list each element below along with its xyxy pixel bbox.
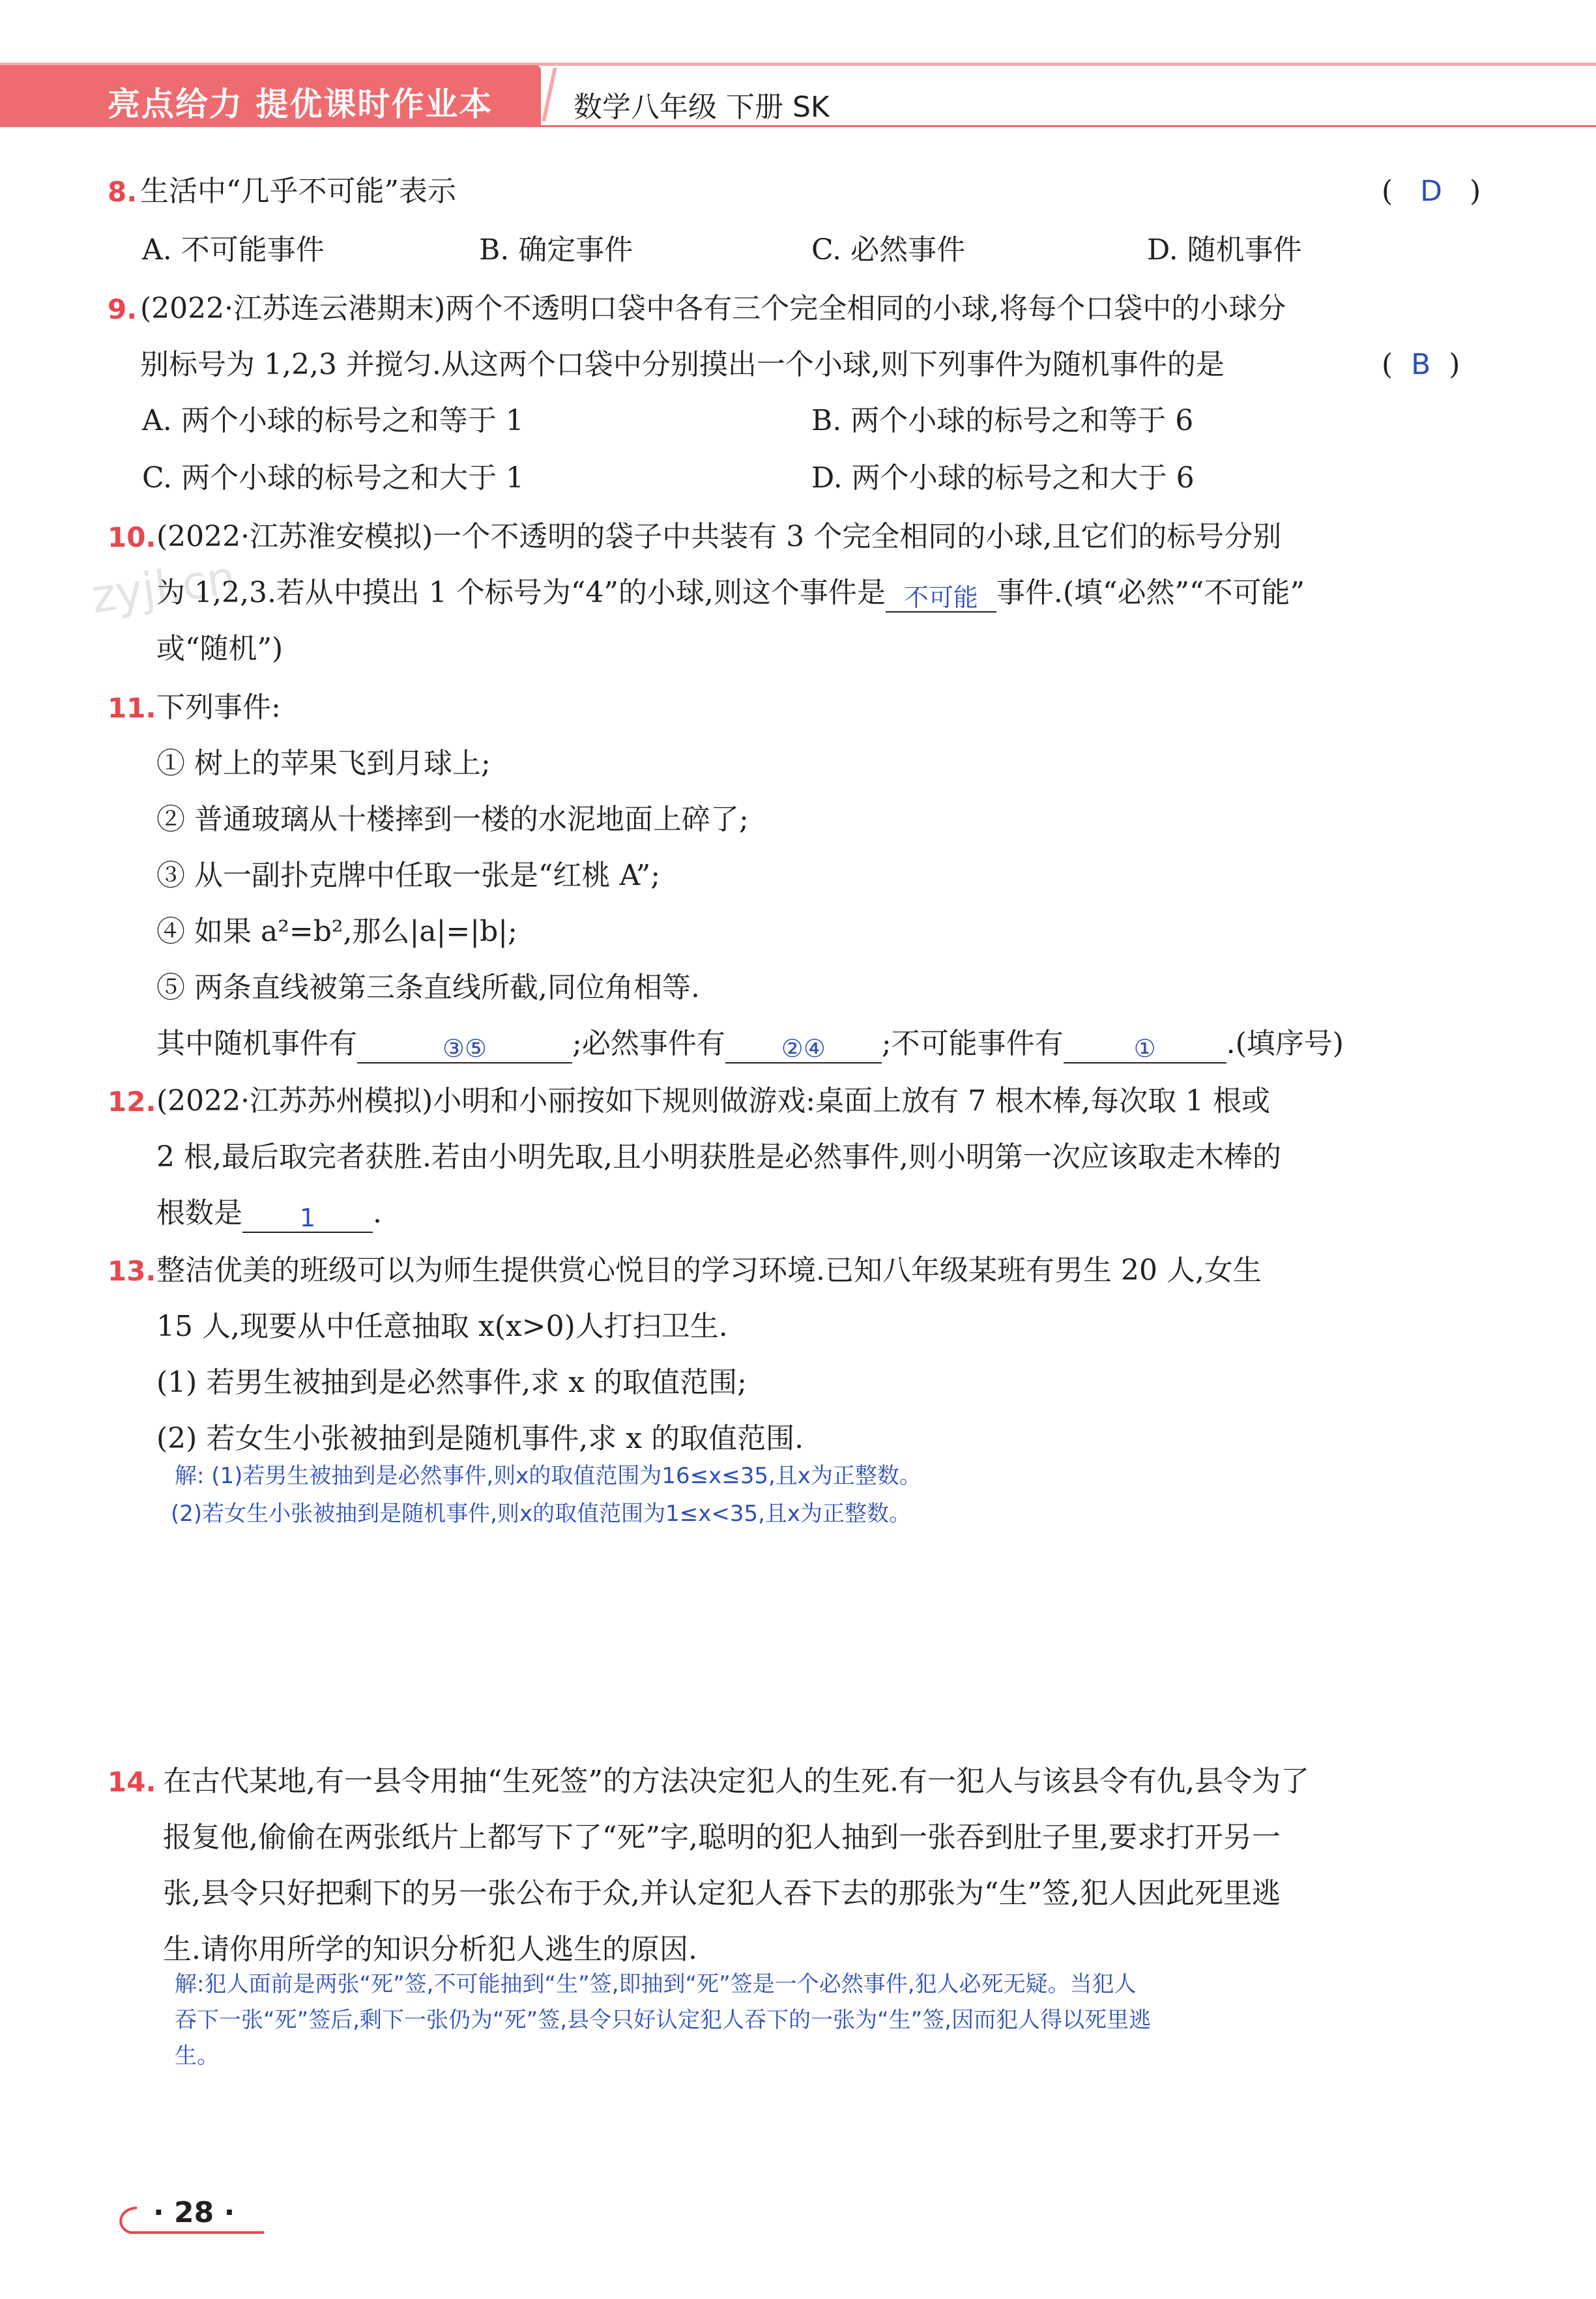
sub-question-1: (1) 若男生被抽到是必然事件,求 x 的取值范围; (156, 1366, 747, 1399)
list-item: ② 普通玻璃从十楼摔到一楼的水泥地面上碎了; (156, 803, 749, 836)
option-d: D. 随机事件 (1147, 233, 1302, 267)
question-stem-line-3 (156, 1194, 382, 1233)
answer-blank-random (357, 1028, 572, 1063)
page-header (0, 0, 1596, 130)
question-number: 9. (108, 293, 138, 325)
question-stem-line-2: 2 根,最后取完者获胜.若由小明先取,且小明获胜是必然事件,则小明第一次应该取走木棒的 (156, 1140, 1281, 1174)
series-title: 亮点给力 提优课时作业本 (108, 85, 493, 123)
answer-bracket: ( B ) (1382, 348, 1460, 381)
question-stem-line-1: (2022·江苏连云港期末)两个不透明口袋中各有三个完全相同的小球,将每个口袋中的小球分 (140, 292, 1286, 325)
fill-in-line (156, 1024, 1344, 1063)
handwritten-solution: 解: (1)若男生被抽到是必然事件,则x的取值范围为16≤x≤35,且x为正整数。 (175, 1463, 921, 1489)
option-d: D. 两个小球的标号之和大于 6 (811, 461, 1195, 495)
question-number: 8. (108, 176, 138, 208)
answer-blank-impossible (1064, 1028, 1226, 1063)
list-item: ④ 如果 a²=b²,那么|a|=|b|; (156, 915, 517, 948)
handwritten-answer: ① (1133, 1034, 1156, 1063)
header-divider (542, 68, 557, 121)
option-b: B. 确定事件 (479, 233, 633, 267)
handwritten-solution: 吞下一张“死”签后,剩下一张仍为“死”签,县令只好认定犯人吞下的一张为“生”签,因而犯人得以死里逃 (175, 2007, 1152, 2033)
fill-text: ;不可能事件有 (881, 1027, 1064, 1060)
stem-text: 为 1,2,3.若从中摸出 1 个标号为“4”的小球,则这个事件是 (156, 576, 886, 609)
list-item: ③ 从一副扑克牌中任取一张是“红桃 A”; (156, 859, 661, 892)
watermark: zyjl.cn (88, 550, 239, 624)
question-stem-line-1: 整洁优美的班级可以为师生提供赏心悦目的学习环境.已知八年级某班有男生 20 人,女生 (156, 1254, 1262, 1287)
option-a: A. 两个小球的标号之和等于 1 (142, 404, 524, 437)
question-stem-line-2: 15 人,现要从中任意抽取 x(x>0)人打扫卫生. (156, 1310, 728, 1343)
question-number: 10. (108, 521, 156, 553)
question-number: 12. (108, 1086, 156, 1118)
handwritten-answer: 1 (299, 1204, 316, 1232)
question-stem-line-1: (2022·江苏苏州模拟)小明和小丽按如下规则做游戏:桌面上放有 7 根木棒,每次取 1 根或 (156, 1084, 1271, 1118)
question-stem-line-4: 生.请你用所学的知识分析犯人逃生的原因. (163, 1933, 697, 1966)
question-stem-line-3: 或“随机”) (156, 632, 283, 665)
handwritten-answer: 不可能 (903, 583, 978, 612)
question-stem: 生活中“几乎不可能”表示 (140, 175, 456, 208)
stem-text: 事件.(填“必然”“不可能” (996, 576, 1305, 609)
handwritten-solution: 解:犯人面前是两张“死”签,不可能抽到“生”签,即抽到“死”签是一个必然事件,犯人必死无疑。当犯人 (175, 1971, 1137, 1997)
handwritten-answer: D (1420, 175, 1443, 208)
question-stem-line-2: 别标号为 1,2,3 并搅匀.从这两个口袋中分别摸出一个小球,则下列事件为随机事件的是 (140, 348, 1225, 381)
handwritten-solution: (2)若女生小张被抽到是随机事件,则x的取值范围为1≤x<35,且x为正整数。 (171, 1501, 912, 1527)
sub-question-2: (2) 若女生小张被抽到是随机事件,求 x 的取值范围. (156, 1422, 804, 1455)
question-number: 13. (108, 1255, 156, 1287)
question-stem-line-1: (2022·江苏淮安模拟)一个不透明的袋子中共装有 3 个完全相同的小球,且它们的标号分别 (156, 520, 1282, 553)
answer-blank (886, 577, 996, 613)
handwritten-answer: B (1411, 348, 1431, 381)
question-stem-line-3: 张,县令只好把剩下的另一张公布于众,并认定犯人吞下去的那张为“生”签,犯人因此死里逃 (163, 1877, 1281, 1910)
option-b: B. 两个小球的标号之和等于 6 (811, 404, 1194, 437)
fill-text: .(填序号) (1226, 1027, 1344, 1060)
page-number: · 28 · (153, 2196, 235, 2229)
answer-blank (242, 1198, 373, 1233)
option-a: A. 不可能事件 (142, 233, 325, 267)
option-c: C. 两个小球的标号之和大于 1 (142, 461, 525, 495)
question-stem-line-2: 报复他,偷偷在两张纸片上都写下了“死”字,聪明的犯人抽到一张吞到肚子里,要求打开另一 (163, 1821, 1281, 1854)
list-item: ① 树上的苹果飞到月球上; (156, 747, 491, 780)
question-number: 14. (108, 1766, 156, 1798)
handwritten-answer: ②④ (781, 1034, 826, 1063)
answer-bracket: ( D ) (1382, 175, 1481, 208)
fill-text: 其中随机事件有 (156, 1027, 357, 1060)
header-rule (0, 125, 1596, 127)
question-stem-line-2 (156, 573, 1305, 613)
answer-blank-certain (725, 1028, 882, 1063)
stem-text: 根数是 (156, 1196, 242, 1230)
question-number: 11. (108, 692, 156, 724)
question-stem-line-1: 在古代某地,有一县令用抽“生死签”的方法决定犯人的生死.有一犯人与该县令有仇,县令为了 (163, 1765, 1309, 1798)
fill-text: ;必然事件有 (572, 1027, 725, 1060)
subject-title: 数学八年级 下册 SK (573, 91, 830, 124)
handwritten-solution: 生。 (175, 2043, 219, 2069)
list-item: ⑤ 两条直线被第三条直线所截,同位角相等. (156, 971, 700, 1004)
option-c: C. 必然事件 (811, 233, 966, 267)
question-stem: 下列事件: (156, 691, 281, 724)
stem-text: . (373, 1196, 382, 1230)
handwritten-answer: ③⑤ (442, 1034, 487, 1063)
